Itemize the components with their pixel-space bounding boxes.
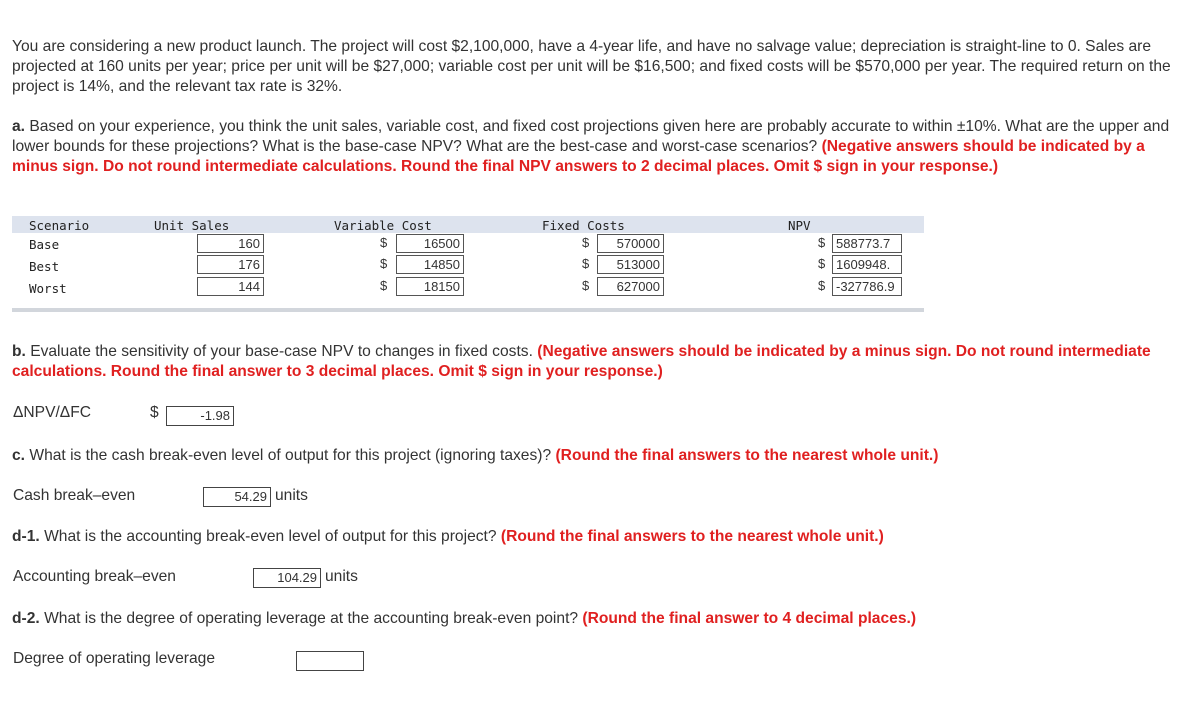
- row-base-scenario: Base: [29, 237, 60, 252]
- part-c-instruction: (Round the final answers to the nearest whole unit.): [555, 447, 939, 464]
- problem-intro: You are considering a new product launch. The project will cost $2,100,000, have a 4-year life, and have no salvage value; depreciation is straight-line to 0. Sales are projected at 160 units per year; price per unit will be $27,000; variable cost per unit will be $16,500; and fixed costs will be $570,000 per year. The required return on the project is 14%, and the relevant tax rate is 32%.: [12, 38, 1171, 95]
- part-a-text: Based on your experience, you think the unit sales, variable cost, and fixed cost projections given here are probably accurate to within ±10%. What are the upper and lower bounds for these projections? What is the base-case NPV? What are the best-case and worst-case scenarios?: [12, 118, 1170, 155]
- cash-break-even-label: Cash break–even: [13, 487, 136, 504]
- part-d2-prefix: d-2.: [12, 610, 40, 627]
- best-variable-cost-currency: $: [380, 256, 388, 271]
- part-a-instruction: (Negative answers should be indicated by a minus sign. Do not round intermediate calculations. Round the final NPV answers to 2 decimal places. Omit $ sign in your response.): [12, 138, 1145, 175]
- part-d1-prefix: d-1.: [12, 528, 40, 545]
- best-unit-sales-input[interactable]: 176: [197, 255, 264, 274]
- part-c-text: What is the cash break-even level of output for this project (ignoring taxes)?: [25, 447, 556, 464]
- part-b-question: [12, 342, 1182, 382]
- table-bottom-border: [12, 308, 924, 312]
- part-d2-question: [12, 609, 1182, 629]
- part-b-text: Evaluate the sensitivity of your base-case NPV to changes in fixed costs.: [25, 343, 538, 360]
- dol-label: Degree of operating leverage: [13, 650, 215, 667]
- part-c-prefix: c.: [12, 447, 26, 464]
- part-b-prefix: b.: [12, 343, 26, 360]
- base-unit-sales-input[interactable]: 160: [197, 234, 264, 253]
- header-scenario: Scenario: [29, 218, 90, 233]
- part-d1-question: [12, 527, 1182, 547]
- delta-npv-currency: $: [150, 404, 159, 421]
- header-variable-cost: Variable Cost: [334, 218, 432, 233]
- part-a-prefix: a.: [12, 118, 26, 135]
- cash-break-even-unit: units: [275, 487, 308, 504]
- base-fixed-costs-currency: $: [582, 235, 590, 250]
- worst-fixed-costs-currency: $: [582, 278, 590, 293]
- delta-npv-label: ΔNPV/ΔFC: [13, 404, 92, 421]
- best-npv-currency: $: [818, 256, 826, 271]
- dol-input[interactable]: [296, 651, 364, 671]
- scenario-table: [12, 216, 924, 312]
- accounting-break-even-label: Accounting break–even: [13, 568, 176, 585]
- worst-unit-sales-input[interactable]: 144: [197, 277, 264, 296]
- best-fixed-costs-input[interactable]: 513000: [597, 255, 664, 274]
- part-d2-text: What is the degree of operating leverage at the accounting break-even point?: [39, 610, 583, 627]
- worst-npv-currency: $: [818, 278, 826, 293]
- part-d1-instruction: (Round the final answers to the nearest whole unit.): [500, 528, 884, 545]
- best-fixed-costs-currency: $: [582, 256, 590, 271]
- header-npv: NPV: [788, 218, 811, 233]
- header-unit-sales: Unit Sales: [154, 218, 230, 233]
- base-variable-cost-input[interactable]: 16500: [396, 234, 464, 253]
- cash-break-even-input[interactable]: 54.29: [203, 487, 271, 507]
- delta-npv-input[interactable]: -1.98: [166, 406, 234, 426]
- base-variable-cost-currency: $: [380, 235, 388, 250]
- part-b-instruction: (Negative answers should be indicated by a minus sign. Do not round intermediate calculations. Round the final answer to 3 decimal places. Omit $ sign in your response.): [12, 343, 1151, 380]
- row-worst-scenario: Worst: [29, 281, 67, 296]
- best-npv-input[interactable]: 1609948.: [832, 255, 902, 274]
- base-npv-input[interactable]: 588773.7: [832, 234, 902, 253]
- worst-variable-cost-input[interactable]: 18150: [396, 277, 464, 296]
- part-d2-instruction: (Round the final answer to 4 decimal places.): [582, 610, 917, 627]
- part-d1-text: What is the accounting break-even level of output for this project?: [39, 528, 501, 545]
- part-c-question: [12, 446, 1182, 466]
- base-fixed-costs-input[interactable]: 570000: [597, 234, 664, 253]
- accounting-break-even-input[interactable]: 104.29: [253, 568, 321, 588]
- worst-variable-cost-currency: $: [380, 278, 388, 293]
- worst-fixed-costs-input[interactable]: 627000: [597, 277, 664, 296]
- accounting-break-even-unit: units: [325, 568, 358, 585]
- row-best-scenario: Best: [29, 259, 60, 274]
- header-fixed-costs: Fixed Costs: [542, 218, 625, 233]
- best-variable-cost-input[interactable]: 14850: [396, 255, 464, 274]
- base-npv-currency: $: [818, 235, 826, 250]
- worst-npv-input[interactable]: -327786.9: [832, 277, 902, 296]
- part-a-question: [12, 117, 1182, 177]
